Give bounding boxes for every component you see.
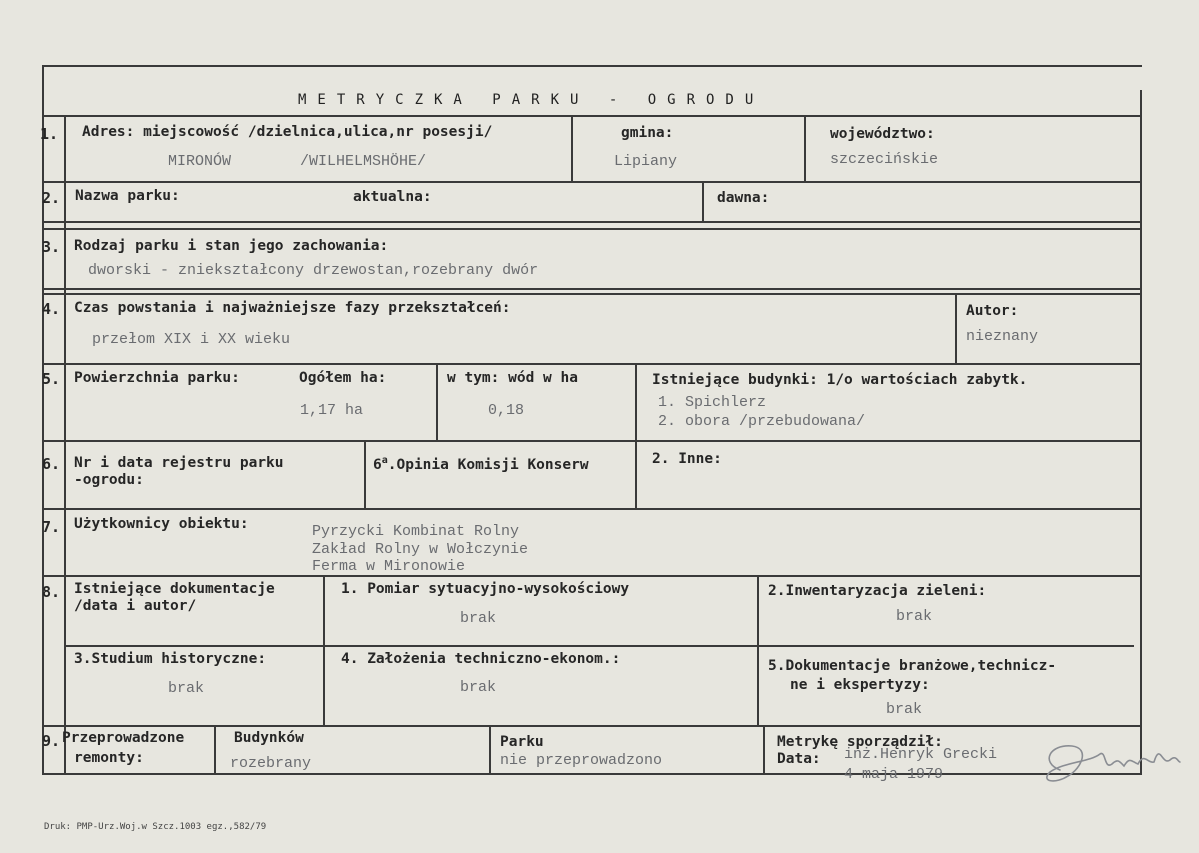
branch-docs-label-line2: ne i ekspertyzy: [790, 677, 930, 693]
row6-bottom-line [42, 508, 1140, 510]
building-1-value: 1. Spichlerz [658, 394, 767, 411]
user-1-value: Pyrzycki Kombinat Rolny [312, 523, 520, 540]
row5-bottom-line [42, 440, 1140, 442]
conservation-opinion-superscript: a [381, 455, 388, 466]
branch-docs-value: brak [886, 701, 923, 718]
building-2-value: 2. obora /przebudowana/ [658, 413, 866, 430]
frame-right-line [1140, 90, 1142, 775]
history-study-value: brak [168, 680, 205, 697]
gmina-label: gmina: [621, 125, 674, 141]
conservation-opinion-number: 6 [373, 456, 382, 473]
voivodeship-value: szczecińskie [830, 151, 939, 168]
row4-top-line [42, 293, 1142, 295]
repairs-label-line1: Przeprowadzone [62, 730, 185, 746]
row8-divider-2 [757, 575, 759, 725]
section-9-number: 9. [42, 732, 61, 750]
row3-bottom-line [42, 288, 1142, 290]
row1-bottom-line [42, 181, 1142, 183]
section-4-number: 4. [42, 300, 61, 318]
title-bottom-line [42, 115, 1142, 117]
existing-buildings-label: Istniejące budynki: 1/o wartościach zabytk. [652, 372, 1028, 388]
prepared-date-value: 4 maja 1979 [844, 766, 944, 783]
locality-value: MIRONÓW [168, 153, 232, 170]
author-value: nieznany [966, 328, 1039, 345]
row2-bottom-line [42, 221, 1142, 223]
repairs-label-line2: remonty: [74, 750, 144, 766]
users-label: Użytkownicy obiektu: [74, 516, 249, 532]
survey-value: brak [460, 610, 497, 627]
buildings-repairs-value: rozebrany [230, 755, 312, 772]
greenery-value: brak [896, 608, 933, 625]
park-repairs-value: nie przeprowadzono [500, 752, 663, 769]
frame-bottom-line [42, 773, 1140, 775]
row9-divider-3 [763, 725, 765, 773]
section-6-number: 6. [42, 455, 61, 473]
numcol-line-bottom [64, 448, 66, 773]
row9-divider-2 [489, 725, 491, 773]
park-type-value: dworski - zniekształcony drzewostan,rozebrany dwór [88, 262, 539, 279]
current-name-label: aktualna: [353, 189, 432, 205]
documentation-label-line2: /data i autor/ [74, 598, 197, 614]
date-label: Data: [777, 751, 821, 767]
prepared-by-value: inż.Henryk Grecki [844, 746, 998, 763]
street-value: /WILHELMSHÖHE/ [300, 153, 427, 170]
section-8-number: 8. [42, 583, 61, 601]
user-3-value: Ferma w Mironowie [312, 558, 466, 575]
row8-bottom-line [42, 725, 1140, 727]
register-label-line1: Nr i data rejestru parku [74, 455, 284, 471]
row8-middle-line [64, 645, 1134, 647]
origin-time-value: przełom XIX i XX wieku [92, 331, 291, 348]
branch-docs-label-line1: 5.Dokumentacje branżowe,technicz- [768, 658, 1057, 674]
voivodeship-label: województwo: [830, 126, 935, 142]
area-label: Powierzchnia parku: [74, 370, 240, 386]
section-5-number: 5. [42, 370, 61, 388]
former-name-label: dawna: [717, 190, 770, 206]
frame-top-line [42, 65, 1142, 67]
row5-divider-1 [436, 363, 438, 440]
section-7-number: 7. [42, 518, 61, 536]
row5-divider-2 [635, 363, 637, 508]
row7-bottom-line [42, 575, 1140, 577]
water-area-value: 0,18 [488, 402, 525, 419]
other-buildings-label: 2. Inne: [652, 451, 722, 467]
gmina-value: Lipiany [614, 153, 678, 170]
total-area-label: Ogółem ha: [299, 370, 387, 386]
greenery-label: 2.Inwentaryzacja zieleni: [768, 583, 987, 599]
origin-time-label: Czas powstania i najważniejsze fazy przekształceń: [74, 300, 511, 316]
section-3-number: 3. [42, 238, 61, 256]
row4-bottom-line [42, 363, 1142, 365]
register-label-line2: -ogrodu: [74, 472, 144, 488]
history-study-label: 3.Studium historyczne: [74, 651, 267, 667]
signature-scribble [1020, 732, 1190, 788]
section-2-number: 2. [42, 189, 61, 207]
technical-assumptions-label: 4. Założenia techniczno-ekonom.: [341, 651, 621, 667]
form-title: METRYCZKA PARKU - OGRODU [298, 92, 765, 108]
address-label: Adres: miejscowość /dzielnica,ulica,nr posesji/ [82, 124, 493, 140]
print-footer: Druk: PMP-Urz.Woj.w Szcz.1003 egz.,582/79 [44, 822, 267, 832]
section-1-number: 1. [40, 125, 59, 143]
row6-divider [364, 440, 366, 508]
park-name-label: Nazwa parku: [75, 188, 180, 204]
row2-divider [702, 181, 704, 221]
technical-assumptions-value: brak [460, 679, 497, 696]
total-area-value: 1,17 ha [300, 402, 364, 419]
park-repairs-label: Parku [500, 734, 544, 750]
row1-divider-gmina [571, 115, 573, 181]
water-area-label: w tym: wód w ha [447, 370, 578, 386]
numcol-line-top [64, 115, 66, 448]
conservation-opinion-label [373, 455, 589, 473]
buildings-repairs-label: Budynków [234, 730, 304, 746]
author-label: Autor: [966, 303, 1019, 319]
row4-divider [955, 293, 957, 363]
row1-divider-voivodeship [804, 115, 806, 181]
documentation-label-line1: Istniejące dokumentacje [74, 581, 275, 597]
row3-top-line [42, 228, 1142, 230]
conservation-opinion-text: .Opinia Komisji Konserw [387, 456, 589, 473]
prepared-by-label: Metrykę sporządził: [777, 734, 943, 750]
row9-divider-1 [214, 725, 216, 773]
row8-divider-1 [323, 575, 325, 725]
park-type-label: Rodzaj parku i stan jego zachowania: [74, 238, 389, 254]
frame-left-line [42, 65, 44, 775]
user-2-value: Zakład Rolny w Wołczynie [312, 541, 529, 558]
survey-label: 1. Pomiar sytuacyjno-wysokościowy [341, 581, 630, 597]
